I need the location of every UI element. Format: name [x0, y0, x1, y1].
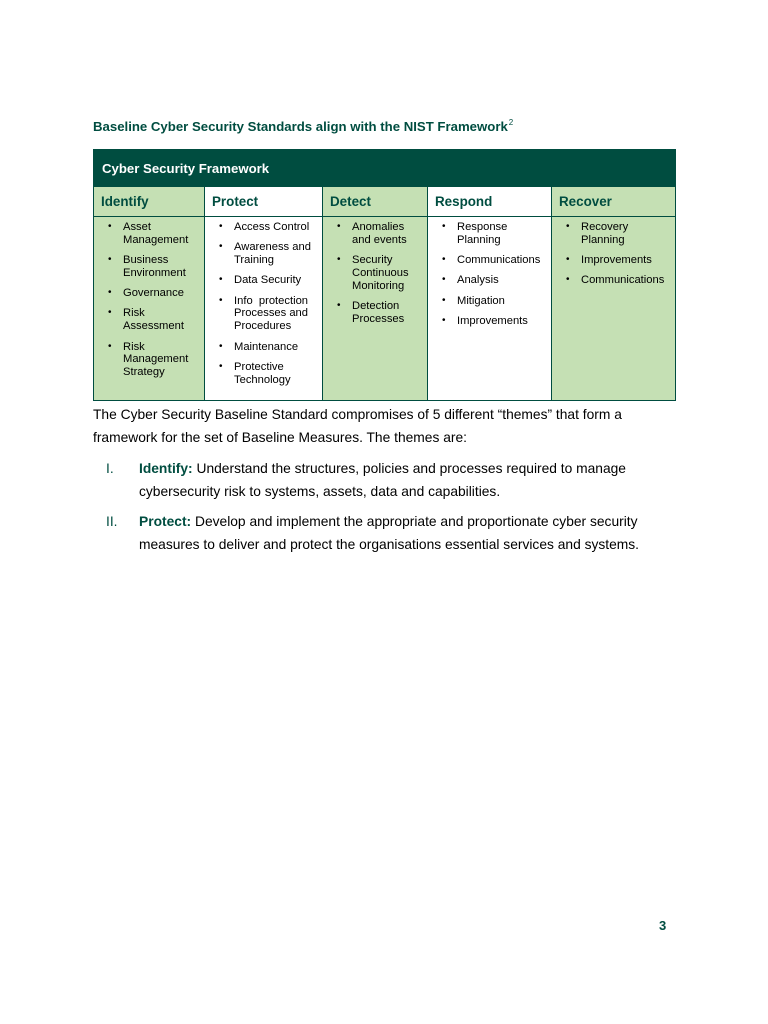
list-item-text: Maintenance [234, 340, 299, 353]
column-header-detect: Detect [323, 187, 428, 217]
bullet-icon: • [442, 274, 446, 286]
column-cell-detect [323, 217, 428, 401]
theme-text: Develop and implement the appropriate and proportionate cyber security measures to deliver and protect the organisations essential services and systems. [139, 514, 640, 552]
list-item-text: Business Environment [123, 254, 186, 279]
detect-list [323, 217, 427, 326]
list-item [337, 299, 423, 326]
list-item-text: Mitigation [457, 294, 505, 307]
list-item-text: Improvements [581, 254, 652, 267]
list-item [566, 274, 671, 287]
intro-paragraph: The Cyber Security Baseline Standard compromises of 5 different “themes” that form a framework for the set of Baseline Measures. The themes are: [93, 407, 622, 445]
list-item [337, 221, 423, 247]
list-item-text: Governance [123, 287, 184, 300]
list-item [219, 294, 318, 333]
bullet-icon: • [442, 294, 446, 306]
list-item-text: Security Continuous Monitoring [352, 254, 409, 292]
list-item [108, 287, 200, 300]
framework-body-row [94, 217, 676, 401]
theme-text: Understand the structures, policies and processes required to manage cybersecurity risk to systems, assets, data and capabilities. [139, 461, 626, 499]
theme-numeral: II. [106, 514, 118, 529]
list-item-text: Response Planning [457, 221, 508, 246]
list-item [566, 221, 671, 247]
framework-banner-row [94, 150, 676, 187]
bullet-icon: • [442, 314, 446, 326]
theme-description [139, 457, 666, 503]
footnote-marker: 2 [508, 118, 514, 127]
framework-header-row [94, 187, 676, 217]
bullet-icon: • [442, 254, 446, 266]
bullet-icon: • [219, 221, 223, 232]
bullet-icon: • [108, 307, 112, 319]
bullet-icon: • [108, 340, 112, 352]
list-item-text: Anomalies and events [352, 221, 407, 246]
list-item-text: Recovery Planning [581, 221, 629, 246]
list-item [442, 221, 547, 247]
bullet-icon: • [566, 221, 570, 232]
list-item [108, 340, 200, 379]
bullet-icon: • [219, 294, 223, 306]
bullet-icon: • [108, 254, 112, 266]
list-item-text: Improvements [457, 314, 528, 327]
section-heading [93, 118, 513, 134]
list-item [108, 254, 200, 280]
list-item [219, 274, 318, 287]
page-number: 3 [659, 918, 667, 933]
bullet-icon: • [566, 274, 570, 286]
list-item-text: Risk Assessment [123, 307, 184, 333]
list-item [219, 221, 318, 234]
theme-name: Protect: [139, 514, 192, 529]
column-cell-protect [205, 217, 323, 401]
framework-banner: Cyber Security Framework [94, 150, 676, 187]
list-item [337, 254, 423, 292]
list-item [442, 314, 547, 328]
framework-table [93, 149, 676, 401]
identify-list [94, 217, 204, 379]
theme-item-protect [106, 510, 666, 556]
column-header-protect: Protect [205, 187, 323, 217]
column-cell-recover [552, 217, 676, 401]
list-item-text: Protective Technology [234, 360, 291, 386]
list-item [442, 254, 547, 267]
column-header-respond: Respond [428, 187, 552, 217]
bullet-icon: • [337, 221, 341, 232]
list-item-text: Access Control [234, 221, 310, 233]
bullet-icon: • [219, 241, 223, 253]
list-item-text: Communications [457, 254, 541, 267]
list-item [219, 360, 318, 387]
theme-name: Identify: [139, 461, 193, 476]
list-item-text: Asset Management [123, 221, 189, 246]
recover-list [552, 217, 675, 287]
theme-numeral: I. [106, 461, 114, 476]
bullet-icon: • [219, 274, 223, 286]
list-item-text: Detection Processes [352, 299, 405, 325]
bullet-icon: • [442, 221, 446, 232]
list-item [442, 274, 547, 287]
column-cell-identify [94, 217, 205, 401]
bullet-icon: • [108, 221, 112, 232]
list-item-text: Data Security [234, 274, 302, 287]
list-item-text: Awareness and Training [234, 241, 311, 267]
list-item-text: Communications [581, 274, 665, 287]
bullet-icon: • [337, 254, 341, 266]
list-item [442, 294, 547, 308]
bullet-icon: • [219, 340, 223, 352]
column-cell-respond [428, 217, 552, 401]
list-item [219, 241, 318, 267]
list-item [108, 221, 200, 247]
list-item [219, 340, 318, 354]
list-item [566, 254, 671, 267]
bullet-icon: • [337, 299, 341, 311]
list-item-text: Risk Management Strategy [123, 340, 189, 379]
bullet-icon: • [566, 254, 570, 266]
column-header-identify: Identify [94, 187, 205, 217]
theme-description [139, 510, 666, 556]
bullet-icon: • [108, 287, 112, 299]
list-item-text: Analysis [457, 274, 499, 287]
protect-list [205, 217, 322, 386]
respond-list [428, 217, 551, 328]
theme-item-identify [106, 457, 666, 503]
list-item-text: Info protection Processes and Procedures [234, 294, 312, 333]
bullet-icon: • [219, 360, 223, 372]
section-heading-text: Baseline Cyber Security Standards align with the NIST Framework [93, 119, 508, 134]
list-item [108, 307, 200, 333]
column-header-recover: Recover [552, 187, 676, 217]
